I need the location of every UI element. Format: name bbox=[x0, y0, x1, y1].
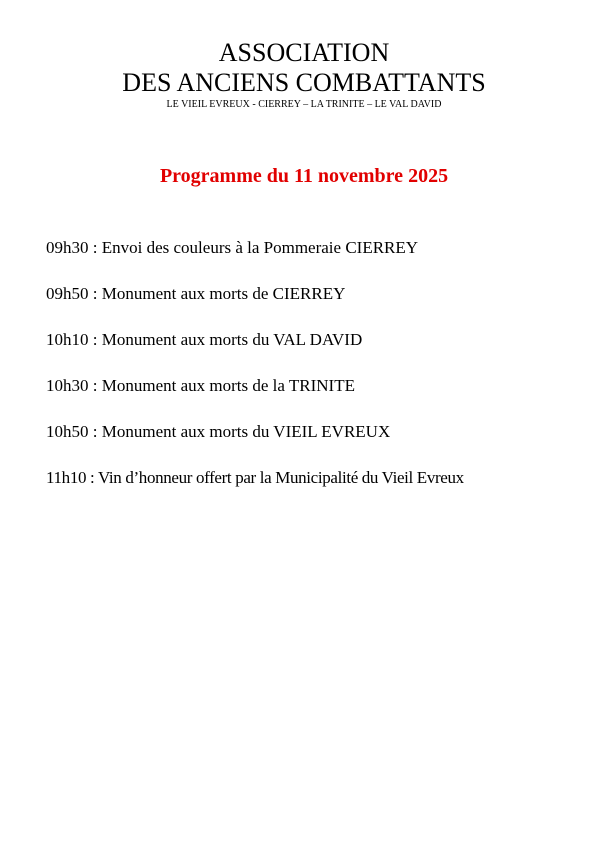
association-title-line2: DES ANCIENS COMBATTANTS bbox=[122, 68, 486, 97]
schedule-list bbox=[46, 237, 586, 513]
schedule-item: 09h30 : Envoi des couleurs à la Pommeraie CIERREY bbox=[46, 238, 419, 257]
schedule-text: Monument aux morts de CIERREY bbox=[101, 284, 346, 303]
schedule-text: Envoi des couleurs à la Pommeraie CIERREY bbox=[101, 238, 419, 257]
schedule-text: Vin d’honneur offert par la Municipalité du Vieil Evreux bbox=[98, 468, 464, 487]
schedule-text: Monument aux morts de la TRINITE bbox=[101, 376, 355, 395]
schedule-time: 10h10 bbox=[46, 330, 89, 349]
schedule-item: 11h10 : Vin d’honneur offert par la Municipalité du Vieil Evreux bbox=[46, 468, 464, 487]
program-title: Programme du 11 novembre 2025 bbox=[159, 165, 449, 187]
schedule-time: 09h50 bbox=[46, 284, 89, 303]
schedule-time: 09h30 bbox=[46, 238, 89, 257]
schedule-time: 10h30 bbox=[46, 376, 89, 395]
schedule-item: 09h50 : Monument aux morts de CIERREY bbox=[46, 284, 346, 303]
communes-subtitle: LE VIEIL EVREUX - CIERREY – LA TRINITE – LE VAL DAVID bbox=[166, 99, 442, 110]
schedule-time: 11h10 bbox=[46, 468, 87, 487]
schedule-item: 10h10 : Monument aux morts du VAL DAVID bbox=[46, 330, 363, 349]
association-header bbox=[0, 38, 596, 112]
schedule-time: 10h50 bbox=[46, 422, 89, 441]
schedule-item: 10h50 : Monument aux morts du VIEIL EVREUX bbox=[46, 422, 391, 441]
association-title-line1: ASSOCIATION bbox=[218, 38, 390, 67]
schedule-text: Monument aux morts du VIEIL EVREUX bbox=[101, 422, 391, 441]
schedule-text: Monument aux morts du VAL DAVID bbox=[101, 330, 363, 349]
schedule-item: 10h30 : Monument aux morts de la TRINITE bbox=[46, 376, 355, 395]
